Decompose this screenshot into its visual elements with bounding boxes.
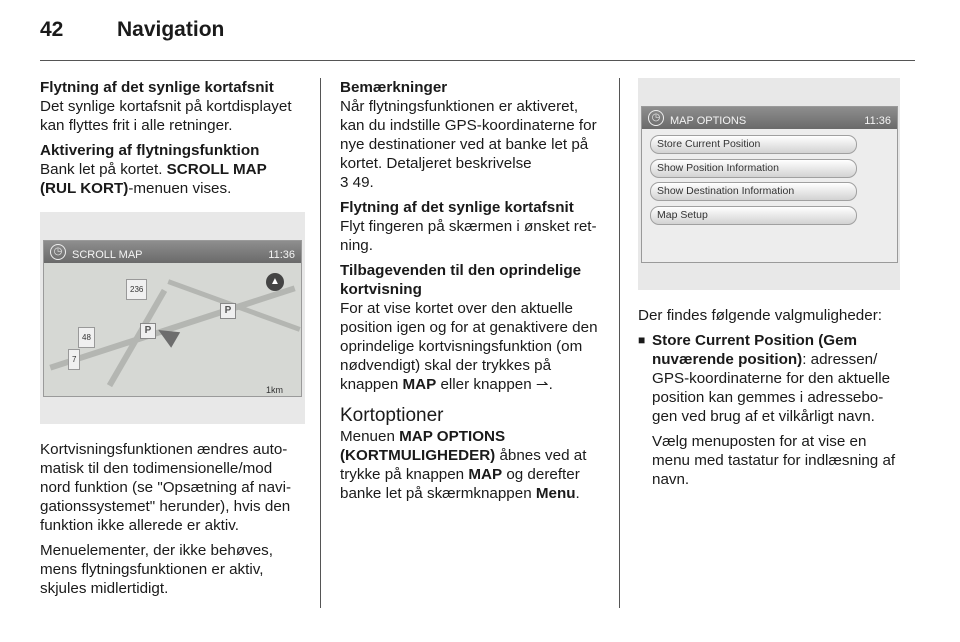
- map-options-screen: [641, 106, 898, 263]
- scroll-map-screenshot: [40, 212, 305, 424]
- menu-name: SCROLL MAP (RUL KORT): [40, 161, 267, 197]
- column-2: [340, 78, 605, 509]
- page-header: [40, 18, 920, 50]
- map-button-label: MAP: [402, 376, 437, 393]
- screen-title: SCROLL MAP: [72, 249, 143, 261]
- paragraph: Menuelementer, der ikke behøves, mens flytningsfunktionen er aktiv, skjules midlertidigt.: [40, 542, 273, 597]
- paragraph: Det synlige kortafsnit på kortdisplayet kan flyttes frit i alle retninger.: [40, 98, 292, 134]
- bullet-item: [638, 331, 900, 432]
- road-label: 48: [78, 327, 95, 348]
- map-button-label: MAP: [468, 466, 503, 483]
- paragraph: Flyt fingeren på skærmen i ønsket ret-ning.: [340, 218, 597, 254]
- option-name: Store Current Position (Gem nuværende position): [652, 332, 858, 368]
- return-icon: ⇀: [535, 376, 549, 393]
- column-1: [40, 78, 305, 604]
- section-heading: Kortoptioner: [340, 405, 444, 426]
- screen-title-bar: [44, 241, 301, 263]
- paragraph: Vælg menuposten for at vise en menu med tastatur for indlæsning af navn.: [652, 433, 896, 488]
- paragraph: Der findes følgende valgmuligheder:: [638, 307, 882, 324]
- menu-button-label: Menu: [535, 485, 576, 502]
- paragraph: Bank let på kortet. SCROLL MAP (RUL KORT)-menuen vises.: [40, 161, 267, 197]
- note-text: Når flytningsfunktionen er aktiveret, kan du indstille GPS-koordinaterne for nye destinationer ved at banke let på kortet. Detaljeret beskrivelse 3 49.: [340, 98, 597, 191]
- map-view[interactable]: [44, 263, 301, 396]
- map-scale: 1km: [266, 385, 284, 395]
- parking-icon: P: [140, 323, 156, 339]
- heading: Tilbagevenden til den oprindelige kortvisning: [340, 262, 582, 298]
- screen-time: 11:36: [268, 249, 295, 261]
- column-3: [638, 78, 900, 495]
- header-rule: [40, 60, 915, 61]
- column-divider: [619, 78, 620, 608]
- bullet-text: Store Current Position (Gem nuværende position): adressen/ GPS-koordinaterne for den aktuelle position kan gemmes i adressebo-gen ved brug af et vilkårligt navn.: [652, 332, 891, 425]
- screen-title: MAP OPTIONS: [670, 115, 747, 127]
- column-divider: [320, 78, 321, 608]
- menu-item-store-current-position[interactable]: Store Current Position: [650, 135, 857, 154]
- scroll-map-screen: [43, 240, 302, 397]
- paragraph: For at vise kortet over den aktuelle position igen og for at genaktivere den oprindelige kortvisningsfunktion (om nødvendigt) skal der trykkes på knappen MAP eller knappen ⇀.: [340, 300, 598, 393]
- section-title: Navigation: [117, 18, 225, 41]
- parking-icon: P: [220, 303, 236, 319]
- heading: Aktivering af flytningsfunktion: [40, 142, 260, 159]
- heading: Flytning af det synlige kortafsnit: [340, 199, 574, 216]
- menu-item-show-position-information[interactable]: Show Position Information: [650, 159, 857, 178]
- menu-item-show-destination-information[interactable]: Show Destination Information: [650, 182, 857, 201]
- clock-icon: ◷: [50, 244, 66, 260]
- clock-icon: ◷: [648, 110, 664, 126]
- bullet-icon: ■: [638, 333, 646, 347]
- heading: Flytning af det synlige kortafsnit: [40, 79, 274, 96]
- page-reference: 3 49.: [340, 174, 374, 191]
- screen-time: 11:36: [864, 115, 891, 127]
- screen-title-bar: [642, 107, 897, 129]
- map-options-screenshot: [638, 78, 900, 290]
- note-heading: Bemærkninger: [340, 79, 448, 96]
- page-number: 42: [40, 18, 64, 41]
- menu-item-map-setup[interactable]: Map Setup: [650, 206, 857, 225]
- road-label: 7: [68, 349, 80, 370]
- menu-name: MAP OPTIONS (KORTMULIGHEDER): [340, 428, 506, 464]
- compass-icon[interactable]: ▲: [266, 273, 284, 291]
- paragraph: Menuen MAP OPTIONS (KORTMULIGHEDER) åbnes ved at trykke på knappen MAP og derefter banke let på skærmknappen Menu.: [340, 428, 587, 502]
- road-label: 236: [126, 279, 147, 300]
- paragraph: Kortvisningsfunktionen ændres auto-matisk til den todimensionelle/mod nord funktion (se "Opsætning af navi-gationssystemet" herunder), hvis den funktion ikke allerede er aktiv.: [40, 441, 292, 534]
